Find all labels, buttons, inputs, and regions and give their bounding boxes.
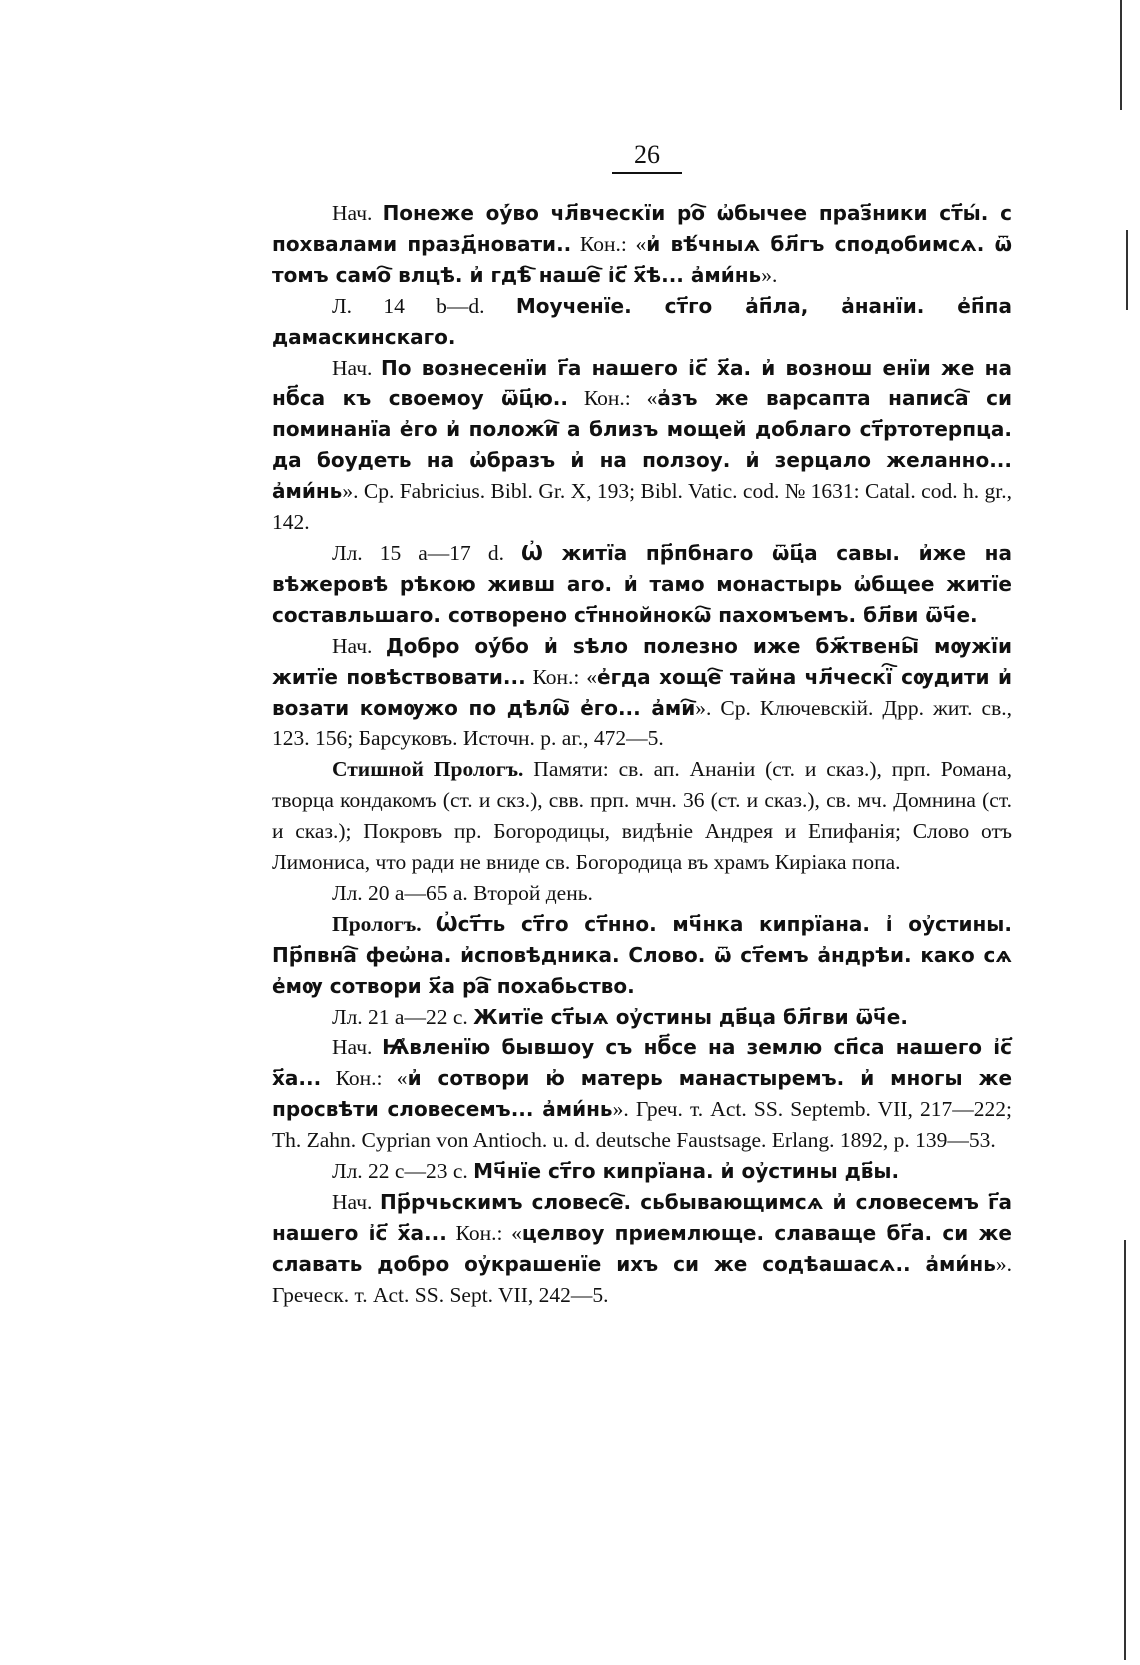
text-paragraph: [272, 631, 1012, 755]
paragraph-text: Л. 14 b—d.: [332, 293, 516, 318]
paragraph-text: Лл. 20 а—65 а. Второй день.: [332, 880, 593, 905]
church-slavonic-text: Добро оу҆́бо и҆ ѕѣло полезно иже бж҃твены҇ мѹжїи житїе повѣствовати...: [272, 633, 1012, 689]
text-paragraph: [272, 1002, 1012, 1033]
scan-edge-line: [1120, 0, 1122, 110]
paragraph-text: Лл. 21 а—22 с.: [332, 1004, 474, 1029]
body-text: [272, 198, 1012, 1311]
text-paragraph: [272, 198, 1012, 291]
church-slavonic-text: Ѡ҆ст҃ть ст҃го ст҃нно. мч҃нка кипрїана. і҆ оу҆стины. Пр҃пвна҇ феѡ҆на. и҆сповѣдника. Слово. ѿ ст҃емъ а҆ндрѣи. како сѧ е҆мѹ сотвори х҃а ра҇ похабьство.: [272, 911, 1012, 998]
church-slavonic-text: а҆зъ же варсапта написа҇ си поминанїа е҆го и҆ положи҇ а близъ мощей доблаго ст҃ртотерпца. да боудеть на ѡ҆бразъ и҆ на ползоу. и҆ зерцало желанно... а҆ми́нь: [272, 386, 1012, 504]
church-slavonic-text: Мч҃нїе ст҃го кипрїана. и҆ оу҆стины дв҃ы.: [473, 1159, 900, 1184]
paragraph-text: ». Ср. Ключевскій. Дрр. жит. св., 123. 156; Барсуковъ. Источн. р. аг., 472—5.: [272, 695, 1012, 751]
bold-heading-text: Прологъ.: [332, 911, 436, 936]
church-slavonic-text: По вознесенїи г҃а нашего і҆с҃ х҃а. и҆ вознош енїи же на нб҃са къ своемоу ѿц҃ю..: [272, 355, 1012, 411]
church-slavonic-text: е҆гда хоще҇ тайна чл҃ческї҇ сѹдити и҆ возати комѹжо по дѣлѡ҇ е҆го... а҆ми҇: [272, 664, 1012, 720]
paragraph-text: Нач.: [332, 1190, 380, 1214]
paragraph-text: ». Греч. т. Act. SS. Septemb. VII, 217—222; Th. Zahn. Cyprian von Antioch. u. d. deutsche Faustsage. Erlang. 1892, p. 139—53.: [272, 1097, 1012, 1153]
church-slavonic-text: и҆ вѣ́чныѧ бл҃гъ сподобимсѧ. ѿ томъ само҇ влцѣ. и҆ гдѣ҇ наше҇ і҆с҃ х҃ѣ... а҆ми́нь: [272, 231, 1013, 287]
paragraph-text: ». Греческ. т. Act. SS. Sept. VII, 242—5.: [272, 1251, 1012, 1307]
church-slavonic-text: Пр҃рчьскимъ словесе҇. сьбывающимсѧ и҆ словесемъ г҃а нашего і҆с҃ х҃а...: [272, 1190, 1013, 1245]
text-paragraph: [272, 1032, 1012, 1156]
paragraph-text: Нач.: [332, 1035, 383, 1060]
text-paragraph: [272, 878, 1012, 909]
paragraph-text: Кон.: «: [321, 1066, 408, 1091]
paragraph-text: Кон.: «: [446, 1220, 522, 1245]
paragraph-text: Кон.: «: [571, 231, 647, 256]
church-slavonic-text: целвоу приемлюще. славаще бг҃а. си же славать добро оу҆крашенїе ихъ си же содѣашасѧ.. а҆ми́нь: [272, 1220, 1012, 1276]
paragraph-text: ».: [761, 262, 778, 287]
church-slavonic-text: Понеже оу҆́во чл҃вческїи ро҇ ѡ҆бычее праз҃ники ст҃ы́. с похвалами празд҃новати..: [272, 201, 1012, 256]
scan-edge-line: [1124, 1240, 1126, 1660]
text-paragraph: [272, 754, 1012, 878]
paragraph-text: Нач.: [332, 201, 383, 225]
paragraph-text: Нач.: [332, 633, 386, 658]
paragraph-text: Памяти: св. ап. Ананіи (ст. и сказ.), прп. Романа, творца кондакомъ (ст. и скз.), свв. прп. мчн. 36 (ст. и сказ.), св. мч. Домнина (ст. и сказ.); Покровъ пр. Богородицы, видѣніе Андрея и Епифанія; Слово отъ Лимониса, что ради не вниде св. Богородица въ храмъ Киріака попа.: [272, 757, 1012, 875]
church-slavonic-text: Ѡ҆ житїа пр҃пбнаго ѿц҃а савы. и҆же на вѣжеровѣ рѣкою живш аго. и҆ тамо монастырь ѡ҆бщее житїе составльшаго. сотворено ст҃ннойнокѡ҇ пахомъемъ. бл҃ви ѿч҃е.: [272, 540, 1012, 627]
scan-edge-line: [1126, 230, 1128, 310]
paragraph-text: Лл. 15 а—17 d.: [332, 540, 521, 565]
church-slavonic-text: Ѩ҆вленїю бывшоу съ нб҃се на землю сп҃са нашего і҆с҃ х҃а...: [272, 1035, 1012, 1091]
paragraph-text: Кон.: «: [525, 664, 597, 689]
church-slavonic-text: Моученїе. ст҃го а҆п҃ла, а҆нанїи. е҆п҃па дамаскинскаго.: [272, 293, 1012, 349]
text-paragraph: [272, 909, 1012, 1002]
bold-heading-text: Стишной Прологъ.: [332, 757, 524, 782]
paragraph-text: Лл. 22 с—23 с.: [332, 1159, 474, 1184]
text-paragraph: [272, 353, 1012, 538]
text-paragraph: [272, 1187, 1012, 1311]
text-paragraph: [272, 538, 1012, 631]
paragraph-text: Кон.: «: [567, 386, 658, 411]
church-slavonic-text: и҆ сотвори ю҆ матерь манастыремъ. и҆ многы же просвѣти словесемъ... а҆ми́нь: [272, 1066, 1013, 1122]
text-paragraph: [272, 1156, 1012, 1187]
paragraph-text: Нач.: [332, 355, 382, 380]
page-number: 26: [612, 140, 682, 174]
text-paragraph: [272, 291, 1012, 353]
church-slavonic-text: Житїе ст҃ыѧ оу҆стины дв҃ца бл҃гви ѿч҃е.: [473, 1004, 908, 1029]
paragraph-text: ». Ср. Fabricius. Bibl. Gr. X, 193; Bibl. Vatic. cod. № 1631: Catal. cod. h. gr., 142.: [272, 479, 1012, 535]
